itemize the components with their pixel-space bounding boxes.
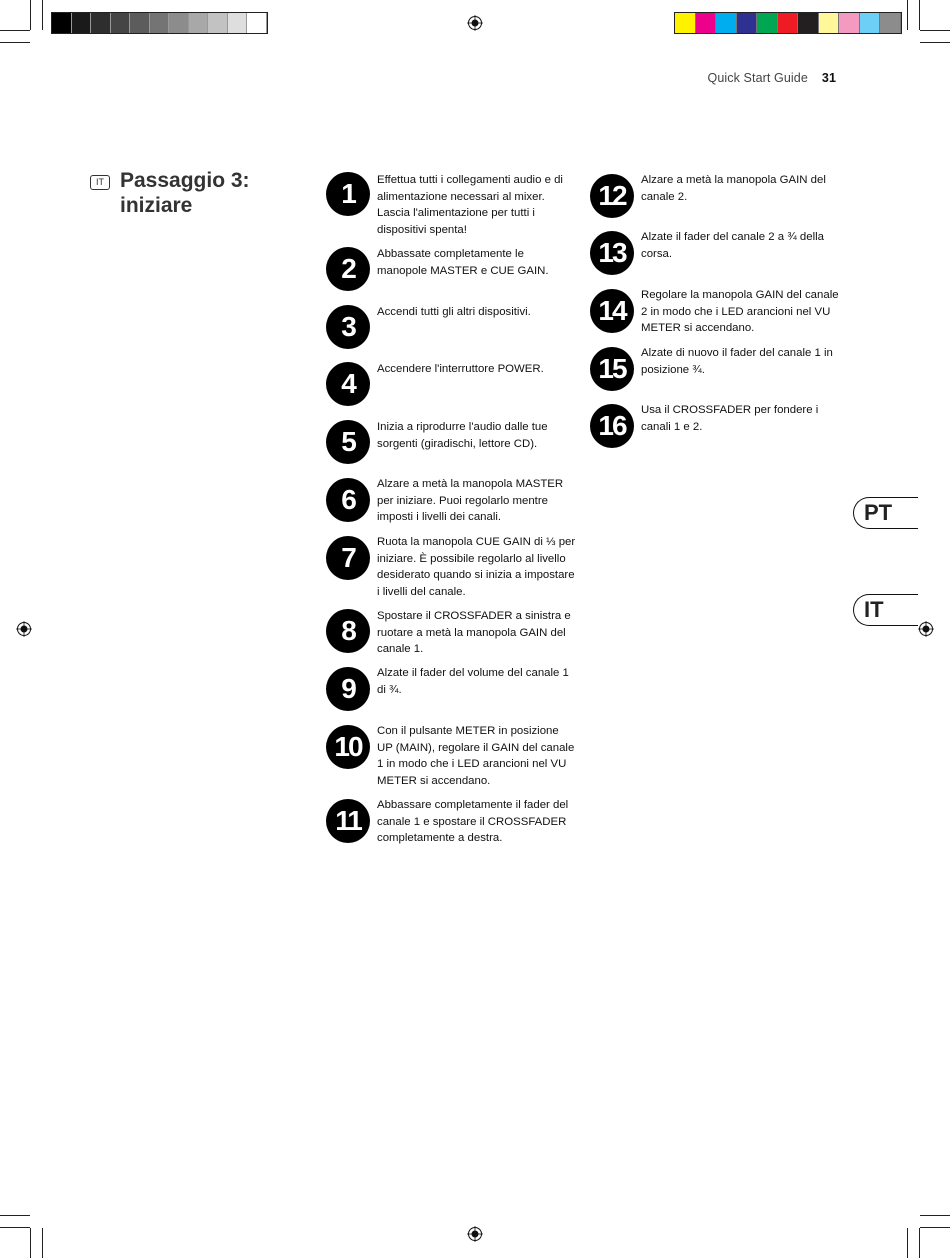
grayscale-swatch [72, 13, 92, 33]
registration-mark-icon [16, 621, 32, 637]
step-number-badge: 4 [326, 362, 370, 406]
registration-mark-icon [467, 15, 483, 31]
crop-mark [0, 30, 30, 31]
step-text: Usa il CROSSFADER per fondere i canali 1 e 2. [641, 404, 819, 433]
crop-mark [907, 0, 908, 30]
step-text: Accendi tutti gli altri dispositivi. [377, 306, 531, 318]
color-swatch [696, 13, 717, 33]
color-swatch [880, 13, 901, 33]
grayscale-swatch [111, 13, 131, 33]
step-number-badge: 3 [326, 305, 370, 349]
grayscale-swatch [247, 13, 267, 33]
step-text: Spostare il CROSSFADER a sinistra e ruotare a metà la manopola GAIN del canale 1. [377, 610, 571, 655]
grayscale-swatch [150, 13, 170, 33]
language-tab-it[interactable]: IT [853, 594, 918, 626]
language-badge: IT [90, 175, 110, 190]
step-text: Alzate il fader del canale 2 a ¾ della corsa. [641, 231, 825, 260]
crop-mark [42, 1228, 43, 1258]
step-number-badge: 13 [590, 231, 634, 275]
language-tab-pt[interactable]: PT [853, 497, 918, 529]
color-swatch [839, 13, 860, 33]
step-number-badge: 11 [326, 799, 370, 843]
crop-mark [920, 30, 950, 31]
crop-mark [920, 1227, 950, 1228]
step-number-badge: 10 [326, 725, 370, 769]
step-text: Accendere l'interruttore POWER. [377, 363, 544, 375]
step-text: Regolare la manopola GAIN del canale 2 in modo che i LED arancioni nel VU METER si accendano. [641, 289, 839, 334]
step-number-badge: 16 [590, 404, 634, 448]
guide-title: Quick Start Guide [707, 71, 808, 85]
step-number-badge: 9 [326, 667, 370, 711]
registration-mark-icon [918, 621, 934, 637]
grayscale-swatch [91, 13, 111, 33]
color-swatch [716, 13, 737, 33]
step-number-badge: 15 [590, 347, 634, 391]
crop-mark [907, 1228, 908, 1258]
step-text: Effettua tutti i collegamenti audio e di alimentazione necessari al mixer. Lascia l'alimentazione per tutti i dispositivi spenta! [377, 174, 563, 236]
grayscale-swatch [169, 13, 189, 33]
color-swatch [778, 13, 799, 33]
crop-mark [920, 42, 950, 43]
step-text: Alzare a metà la manopola GAIN del canale 2. [641, 174, 826, 203]
crop-mark [919, 0, 920, 30]
step-text: Con il pulsante METER in posizione UP (MAIN), regolare il GAIN del canale 1 in modo che i LED arancioni nel VU METER si accendano. [377, 725, 575, 787]
grayscale-swatch [228, 13, 248, 33]
page-header [708, 71, 836, 85]
step-number-badge: 5 [326, 420, 370, 464]
grayscale-swatch [189, 13, 209, 33]
crop-mark [30, 0, 31, 30]
step-text: Alzate di nuovo il fader del canale 1 in posizione ¾. [641, 347, 833, 376]
step-number-badge: 7 [326, 536, 370, 580]
color-swatch [675, 13, 696, 33]
color-swatch [757, 13, 778, 33]
step-number-badge: 2 [326, 247, 370, 291]
grayscale-swatch [130, 13, 150, 33]
crop-mark [919, 1228, 920, 1258]
color-swatch [798, 13, 819, 33]
color-swatch [819, 13, 840, 33]
grayscale-swatch [208, 13, 228, 33]
section-title [120, 168, 250, 218]
step-number-badge: 8 [326, 609, 370, 653]
grayscale-calibration-bar [51, 12, 268, 34]
step-number-badge: 12 [590, 174, 634, 218]
step-text: Abbassare completamente il fader del canale 1 e spostare il CROSSFADER completamente a destra. [377, 799, 569, 844]
step-text: Ruota la manopola CUE GAIN di ⅓ per iniziare. È possibile regolarlo al livello desiderato quando si inizia a impostare i livelli del canale. [377, 536, 576, 598]
step-text: Inizia a riprodurre l'audio dalle tue sorgenti (giradischi, lettore CD). [377, 421, 548, 450]
crop-mark [0, 42, 30, 43]
color-swatch [860, 13, 881, 33]
step-text: Alzare a metà la manopola MASTER per iniziare. Puoi regolarlo mentre imposti i livelli dei canali. [377, 478, 564, 523]
crop-mark [0, 1227, 30, 1228]
section-title-line1: Passaggio 3: [120, 169, 250, 192]
crop-mark [30, 1228, 31, 1258]
step-number-badge: 14 [590, 289, 634, 333]
page-number: 31 [821, 71, 836, 85]
crop-mark [42, 0, 43, 30]
grayscale-swatch [52, 13, 72, 33]
step-text: Abbassate completamente le manopole MASTER e CUE GAIN. [377, 248, 549, 277]
step-number-badge: 1 [326, 172, 370, 216]
crop-mark [0, 1215, 30, 1216]
crop-mark [920, 1215, 950, 1216]
step-text: Alzate il fader del volume del canale 1 di ¾. [377, 667, 569, 696]
step-number-badge: 6 [326, 478, 370, 522]
color-calibration-bar [674, 12, 902, 34]
color-swatch [737, 13, 758, 33]
section-title-line2: iniziare [120, 194, 193, 217]
registration-mark-icon [467, 1226, 483, 1242]
